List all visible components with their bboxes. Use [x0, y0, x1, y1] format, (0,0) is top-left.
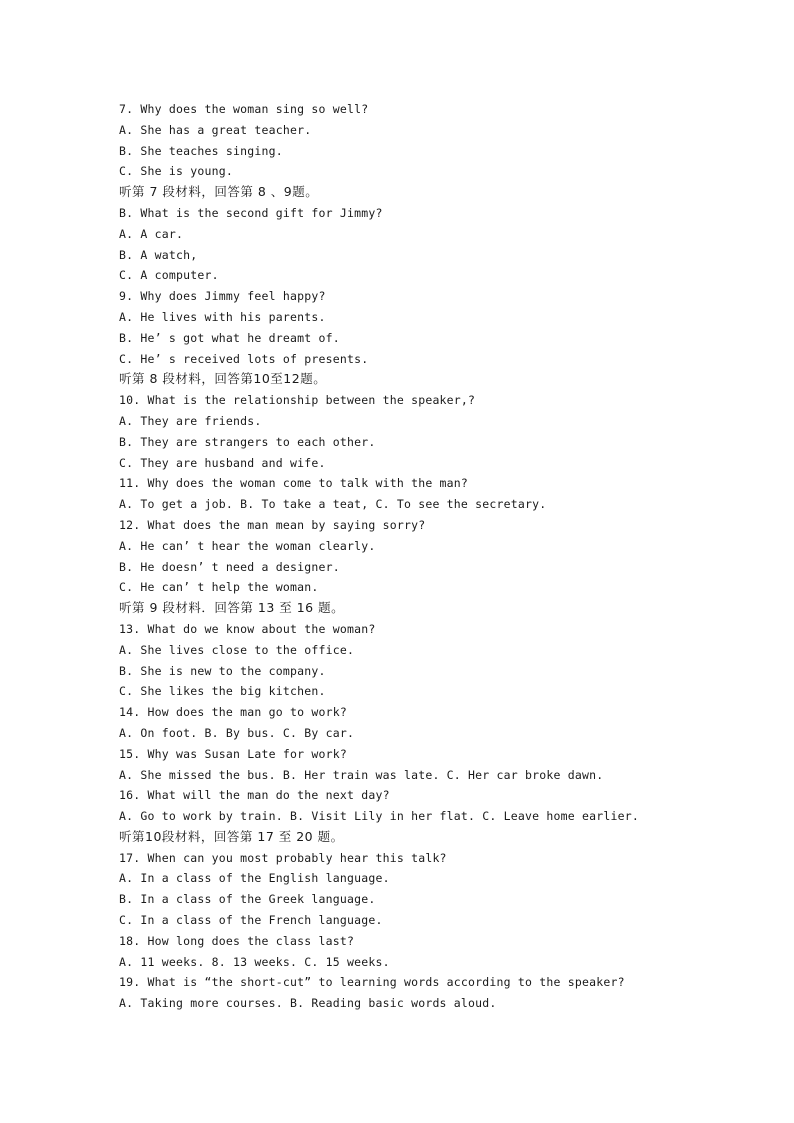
question-text: 18. How long does the class last?: [119, 933, 355, 948]
section-heading: 听第 7 段材料，回答第 8 、9题。: [119, 184, 319, 200]
answer-option: A. He can’ t hear the woman clearly.: [119, 538, 376, 553]
question-list: [119, 99, 759, 1014]
answer-option: A. He lives with his parents.: [119, 309, 326, 324]
answer-option: C. They are husband and wife.: [119, 455, 326, 470]
answer-option: C. She likes the big kitchen.: [119, 684, 326, 699]
answer-option: A. They are friends.: [119, 413, 262, 428]
question-text: 15. Why was Susan Late for work?: [119, 746, 347, 761]
answer-option: A. 11 weeks. 8. 13 weeks. C. 15 weeks.: [119, 954, 390, 969]
question-text: 11. Why does the woman come to talk with the man?: [119, 476, 469, 491]
answer-option: B. They are strangers to each other.: [119, 434, 376, 449]
answer-option: A. Taking more courses. B. Reading basic words aloud.: [119, 996, 497, 1011]
answer-option: A. Go to work by train. B. Visit Lily in her flat. C. Leave home earlier.: [119, 809, 640, 824]
section-heading: 听第 9 段材料．回答第 13 至 16 题。: [119, 600, 345, 616]
question-text: 9. Why does Jimmy feel happy?: [119, 289, 326, 304]
answer-option: A. On foot. B. By bus. C. By car.: [119, 725, 355, 740]
answer-option: A. A car.: [119, 226, 184, 241]
answer-option: A. In a class of the English language.: [119, 871, 390, 886]
section-heading: 听第10段材料，回答第 17 至 20 题。: [119, 828, 344, 844]
answer-option: C. He can’ t help the woman.: [119, 580, 319, 595]
answer-option: C. In a class of the French language.: [119, 913, 383, 928]
question-text: 13. What do we know about the woman?: [119, 621, 376, 636]
question-text: 16. What will the man do the next day?: [119, 788, 390, 803]
question-text: 19. What is “the short-cut” to learning words according to the speaker?: [119, 975, 625, 990]
answer-option: B. He doesn’ t need a designer.: [119, 559, 340, 574]
question-text: 17. When can you most probably hear this talk?: [119, 850, 447, 865]
answer-option: C. She is young.: [119, 164, 233, 179]
question-text: 14. How does the man go to work?: [119, 705, 347, 720]
answer-option: A. She missed the bus. B. Her train was late. C. Her car broke dawn.: [119, 767, 604, 782]
document-page: [119, 99, 759, 1014]
answer-option: B. She is new to the company.: [119, 663, 326, 678]
answer-option: C. A computer.: [119, 268, 219, 283]
question-text: 12. What does the man mean by saying sorry?: [119, 517, 426, 532]
answer-option: B. She teaches singing.: [119, 143, 283, 158]
answer-option: A. She has a great teacher.: [119, 122, 312, 137]
question-text: 7. Why does the woman sing so well?: [119, 102, 369, 116]
answer-option: B. He’ s got what he dreamt of.: [119, 330, 340, 345]
answer-option: B. In a class of the Greek language.: [119, 892, 376, 907]
answer-option: B. A watch,: [119, 247, 198, 262]
question-text: B. What is the second gift for Jimmy?: [119, 205, 383, 220]
section-heading: 听第 8 段材料，回答第10至12题。: [119, 371, 327, 387]
answer-option: C. He’ s received lots of presents.: [119, 351, 369, 366]
answer-option: A. She lives close to the office.: [119, 642, 355, 657]
answer-option: A. To get a job. B. To take a teat, C. To see the secretary.: [119, 497, 547, 512]
question-text: 10. What is the relationship between the speaker,?: [119, 393, 476, 408]
